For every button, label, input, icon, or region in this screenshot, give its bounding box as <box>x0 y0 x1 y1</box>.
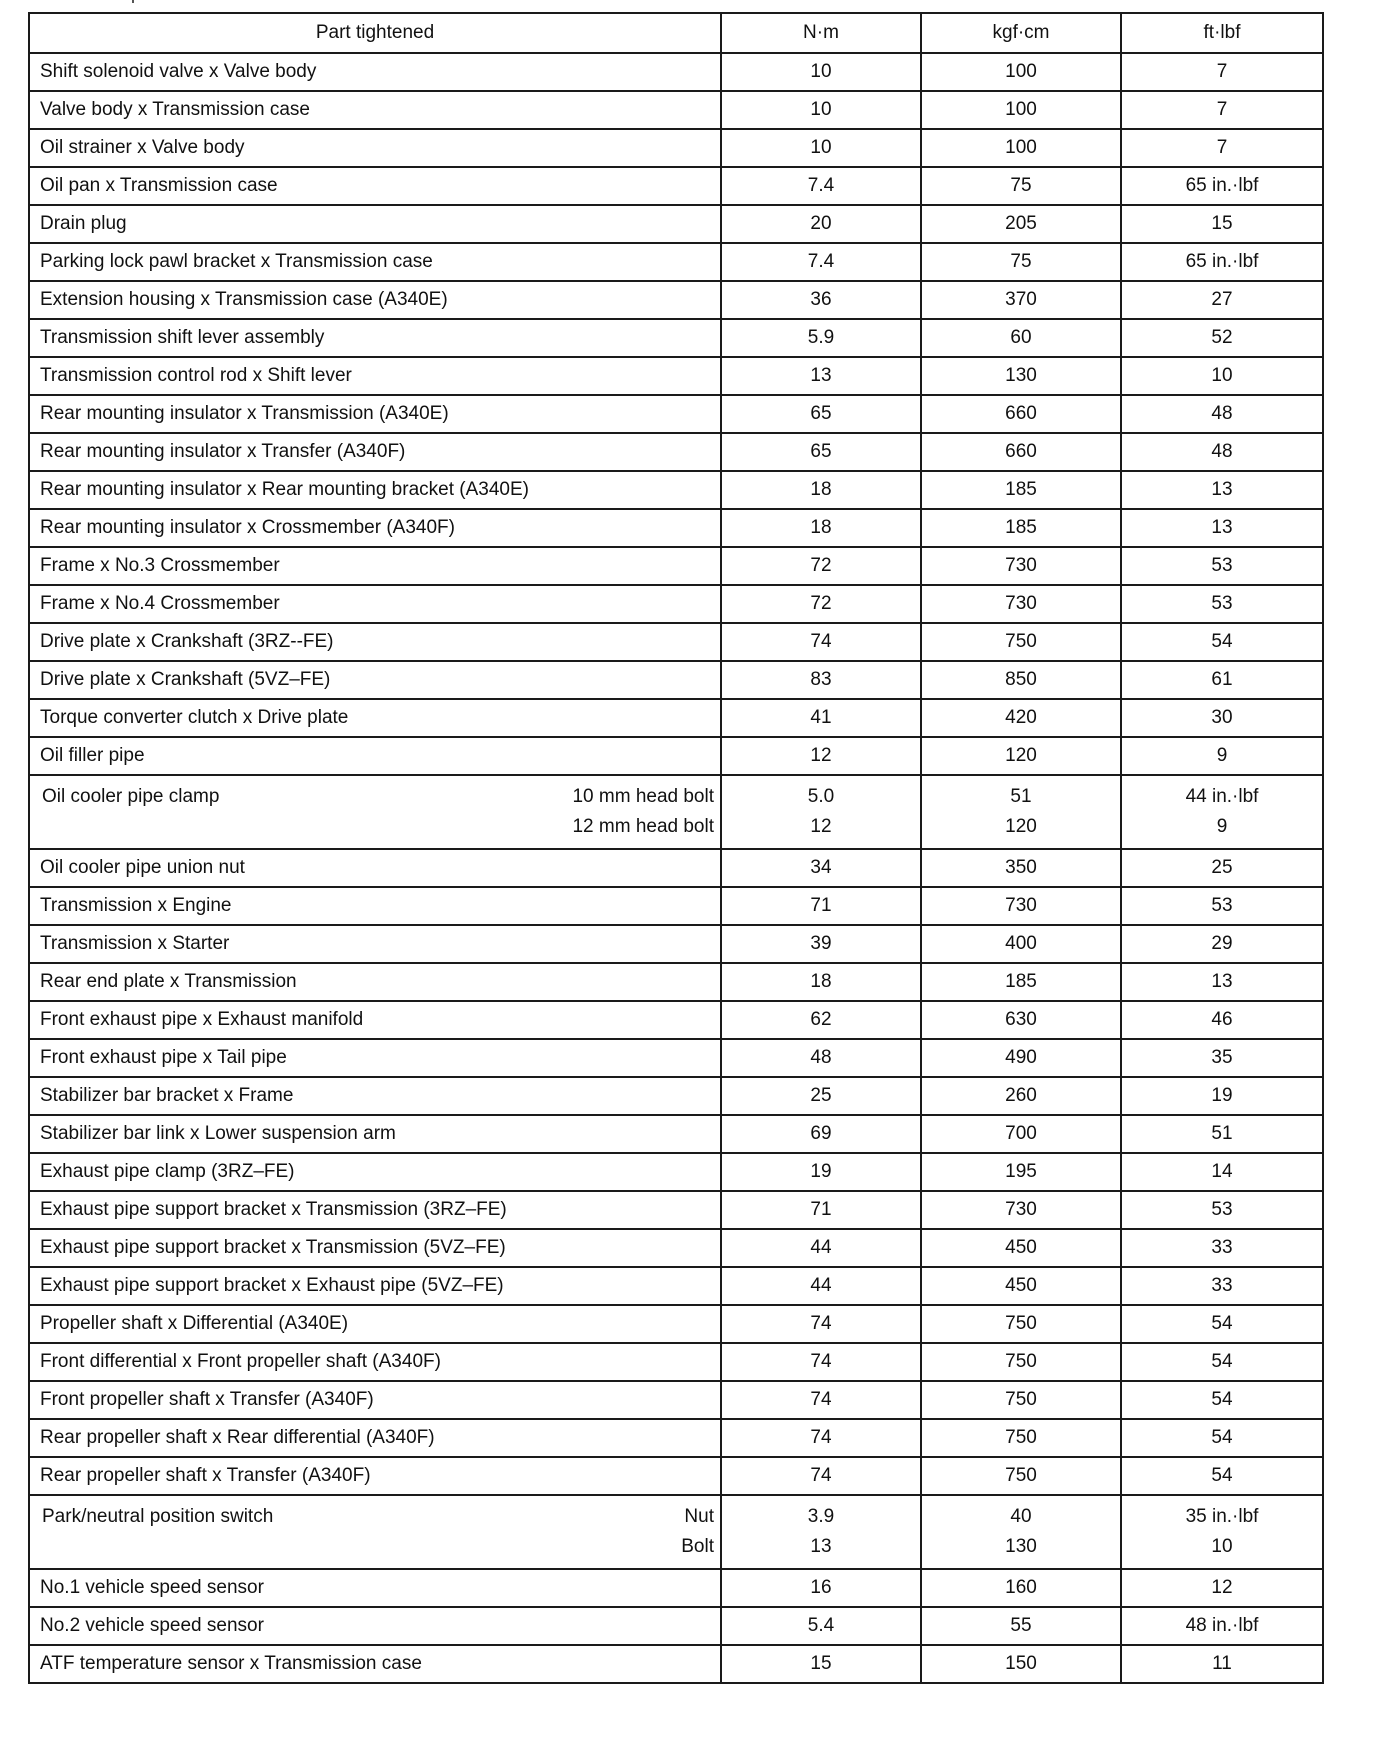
header-kgfcm: kgf·cm <box>921 13 1121 53</box>
kgfcm-cell: 450 <box>921 1267 1121 1305</box>
table-row <box>29 1419 1323 1457</box>
ftlbf-cell: 30 <box>1121 699 1323 737</box>
nm-cell: 7.4 <box>721 167 921 205</box>
kgfcm-cell: 750 <box>921 623 1121 661</box>
kgfcm-cell: 75 <box>921 243 1121 281</box>
kgfcm-cell: 750 <box>921 1457 1121 1495</box>
fastener-sublabel: Bolt <box>681 1536 714 1557</box>
part-cell: Rear mounting insulator x Transmission (A340E) <box>29 395 721 433</box>
table-row <box>29 91 1323 129</box>
nm-cell: 12 <box>721 737 921 775</box>
ftlbf-cell <box>1121 1495 1323 1569</box>
part-cell: Exhaust pipe support bracket x Transmission (3RZ–FE) <box>29 1191 721 1229</box>
ftlbf-cell: 53 <box>1121 585 1323 623</box>
part-cell: Rear propeller shaft x Rear differential (A340F) <box>29 1419 721 1457</box>
ftlbf-cell: 46 <box>1121 1001 1323 1039</box>
nm-value: 12 <box>810 816 832 837</box>
part-cell: Exhaust pipe clamp (3RZ–FE) <box>29 1153 721 1191</box>
ftlbf-cell: 48 <box>1121 433 1323 471</box>
kgfcm-cell: 55 <box>921 1607 1121 1645</box>
kgfcm-cell: 150 <box>921 1645 1121 1683</box>
nm-cell: 65 <box>721 433 921 471</box>
torque-spec-sheet <box>28 12 1322 1684</box>
nm-cell: 48 <box>721 1039 921 1077</box>
header-ftlbf: ft·lbf <box>1121 13 1323 53</box>
part-cell: Exhaust pipe support bracket x Transmission (5VZ–FE) <box>29 1229 721 1267</box>
part-cell: Extension housing x Transmission case (A340E) <box>29 281 721 319</box>
part-cell: Stabilizer bar bracket x Frame <box>29 1077 721 1115</box>
kgfcm-cell: 120 <box>921 737 1121 775</box>
part-cell: Front exhaust pipe x Tail pipe <box>29 1039 721 1077</box>
kgfcm-cell: 750 <box>921 1343 1121 1381</box>
part-cell: Rear mounting insulator x Transfer (A340F) <box>29 433 721 471</box>
kgfcm-cell: 730 <box>921 585 1121 623</box>
table-row <box>29 963 1323 1001</box>
part-cell: Valve body x Transmission case <box>29 91 721 129</box>
nm-cell: 18 <box>721 471 921 509</box>
table-row <box>29 205 1323 243</box>
ftlbf-cell: 48 <box>1121 395 1323 433</box>
ftlbf-cell: 7 <box>1121 91 1323 129</box>
part-cell: No.1 vehicle speed sensor <box>29 1569 721 1607</box>
fastener-sublabel: 10 mm head bolt <box>572 786 714 807</box>
ftlbf-cell: 65 in.·lbf <box>1121 243 1323 281</box>
nm-cell: 16 <box>721 1569 921 1607</box>
ftlbf-value: 9 <box>1216 816 1228 837</box>
part-cell: Transmission x Starter <box>29 925 721 963</box>
table-header-row <box>29 13 1323 53</box>
nm-cell: 74 <box>721 1381 921 1419</box>
ftlbf-cell: 54 <box>1121 1381 1323 1419</box>
ftlbf-cell: 11 <box>1121 1645 1323 1683</box>
table-row <box>29 547 1323 585</box>
nm-cell: 71 <box>721 887 921 925</box>
table-row <box>29 1153 1323 1191</box>
kgfcm-cell: 630 <box>921 1001 1121 1039</box>
table-row <box>29 1191 1323 1229</box>
nm-cell: 74 <box>721 623 921 661</box>
part-cell: Oil filler pipe <box>29 737 721 775</box>
table-row <box>29 661 1323 699</box>
nm-cell: 5.4 <box>721 1607 921 1645</box>
ftlbf-cell: 53 <box>1121 1191 1323 1229</box>
nm-cell: 36 <box>721 281 921 319</box>
table-row <box>29 1115 1323 1153</box>
nm-cell: 72 <box>721 585 921 623</box>
part-label: Park/neutral position switch <box>42 1506 274 1527</box>
part-cell: Drive plate x Crankshaft (5VZ–FE) <box>29 661 721 699</box>
part-cell: Oil pan x Transmission case <box>29 167 721 205</box>
nm-cell: 25 <box>721 1077 921 1115</box>
kgfcm-cell: 730 <box>921 1191 1121 1229</box>
table-row <box>29 53 1323 91</box>
ftlbf-cell: 33 <box>1121 1267 1323 1305</box>
kgfcm-value: 120 <box>1005 816 1037 837</box>
table-row <box>29 887 1323 925</box>
part-cell: Front propeller shaft x Transfer (A340F) <box>29 1381 721 1419</box>
table-row <box>29 319 1323 357</box>
part-cell: Frame x No.3 Crossmember <box>29 547 721 585</box>
nm-cell: 20 <box>721 205 921 243</box>
nm-cell: 74 <box>721 1457 921 1495</box>
part-cell: Rear end plate x Transmission <box>29 963 721 1001</box>
part-cell: Front exhaust pipe x Exhaust manifold <box>29 1001 721 1039</box>
table-row <box>29 1381 1323 1419</box>
table-row <box>29 167 1323 205</box>
kgfcm-cell: 730 <box>921 887 1121 925</box>
table-row <box>29 737 1323 775</box>
nm-cell: 74 <box>721 1305 921 1343</box>
table-row <box>29 1077 1323 1115</box>
nm-value: 3.9 <box>807 1506 835 1527</box>
table-row <box>29 395 1323 433</box>
part-cell: Shift solenoid valve x Valve body <box>29 53 721 91</box>
table-row <box>29 1569 1323 1607</box>
ftlbf-cell: 10 <box>1121 357 1323 395</box>
kgfcm-value: 51 <box>1010 786 1032 807</box>
part-cell: Rear propeller shaft x Transfer (A340F) <box>29 1457 721 1495</box>
table-row <box>29 509 1323 547</box>
ftlbf-cell: 65 in.·lbf <box>1121 167 1323 205</box>
ftlbf-cell: 29 <box>1121 925 1323 963</box>
ftlbf-cell: 54 <box>1121 1419 1323 1457</box>
kgfcm-cell: 260 <box>921 1077 1121 1115</box>
nm-cell: 34 <box>721 849 921 887</box>
table-row <box>29 623 1323 661</box>
part-cell: No.2 vehicle speed sensor <box>29 1607 721 1645</box>
nm-cell: 7.4 <box>721 243 921 281</box>
table-row <box>29 1039 1323 1077</box>
ftlbf-cell: 19 <box>1121 1077 1323 1115</box>
kgfcm-cell: 850 <box>921 661 1121 699</box>
table-row <box>29 433 1323 471</box>
ftlbf-cell: 54 <box>1121 623 1323 661</box>
kgfcm-cell: 100 <box>921 129 1121 167</box>
part-cell: Oil cooler pipe union nut <box>29 849 721 887</box>
nm-cell: 74 <box>721 1419 921 1457</box>
ftlbf-cell: 35 <box>1121 1039 1323 1077</box>
table-row <box>29 1305 1323 1343</box>
part-cell: Front differential x Front propeller shaft (A340F) <box>29 1343 721 1381</box>
ftlbf-cell: 61 <box>1121 661 1323 699</box>
nm-cell: 5.9 <box>721 319 921 357</box>
kgfcm-cell: 450 <box>921 1229 1121 1267</box>
ftlbf-cell: 27 <box>1121 281 1323 319</box>
kgfcm-cell: 660 <box>921 433 1121 471</box>
nm-cell: 39 <box>721 925 921 963</box>
kgfcm-cell: 60 <box>921 319 1121 357</box>
part-label: Oil cooler pipe clamp <box>42 786 220 807</box>
table-row <box>29 1267 1323 1305</box>
kgfcm-value: 40 <box>1010 1506 1032 1527</box>
table-row-split <box>29 1495 1323 1569</box>
part-cell: ATF temperature sensor x Transmission case <box>29 1645 721 1683</box>
nm-cell: 44 <box>721 1267 921 1305</box>
table-row <box>29 1229 1323 1267</box>
ftlbf-cell <box>1121 775 1323 849</box>
header-part-tightened: Part tightened <box>29 13 721 53</box>
ftlbf-cell: 53 <box>1121 887 1323 925</box>
nm-value: 13 <box>810 1536 832 1557</box>
nm-cell: 62 <box>721 1001 921 1039</box>
kgfcm-cell: 420 <box>921 699 1121 737</box>
ftlbf-cell: 54 <box>1121 1305 1323 1343</box>
kgfcm-cell: 160 <box>921 1569 1121 1607</box>
ftlbf-cell: 14 <box>1121 1153 1323 1191</box>
part-cell: Stabilizer bar link x Lower suspension arm <box>29 1115 721 1153</box>
fastener-sublabel: 12 mm head bolt <box>572 816 714 837</box>
ftlbf-value: 35 in.·lbf <box>1185 1506 1259 1527</box>
kgfcm-cell <box>921 775 1121 849</box>
torque-table <box>28 12 1324 1684</box>
nm-cell: 69 <box>721 1115 921 1153</box>
kgfcm-cell: 400 <box>921 925 1121 963</box>
table-row <box>29 357 1323 395</box>
ftlbf-cell: 15 <box>1121 205 1323 243</box>
ftlbf-cell: 25 <box>1121 849 1323 887</box>
nm-value: 5.0 <box>807 786 835 807</box>
table-row <box>29 1457 1323 1495</box>
header-nm: N·m <box>721 13 921 53</box>
nm-cell <box>721 775 921 849</box>
kgfcm-cell: 750 <box>921 1381 1121 1419</box>
table-row <box>29 281 1323 319</box>
part-cell: Transmission control rod x Shift lever <box>29 357 721 395</box>
table-body <box>29 53 1323 1683</box>
kgfcm-cell: 100 <box>921 53 1121 91</box>
ftlbf-cell: 33 <box>1121 1229 1323 1267</box>
ftlbf-cell: 54 <box>1121 1343 1323 1381</box>
ftlbf-cell: 7 <box>1121 53 1323 91</box>
part-cell: Rear mounting insulator x Rear mounting bracket (A340E) <box>29 471 721 509</box>
kgfcm-value: 130 <box>1005 1536 1037 1557</box>
kgfcm-cell: 195 <box>921 1153 1121 1191</box>
part-cell <box>29 1495 721 1569</box>
ftlbf-cell: 53 <box>1121 547 1323 585</box>
nm-cell: 74 <box>721 1343 921 1381</box>
ftlbf-cell: 13 <box>1121 963 1323 1001</box>
table-row <box>29 849 1323 887</box>
nm-cell: 71 <box>721 1191 921 1229</box>
ftlbf-value: 44 in.·lbf <box>1185 786 1259 807</box>
ftlbf-cell: 12 <box>1121 1569 1323 1607</box>
nm-cell: 41 <box>721 699 921 737</box>
table-row <box>29 925 1323 963</box>
ftlbf-cell: 54 <box>1121 1457 1323 1495</box>
nm-cell <box>721 1495 921 1569</box>
kgfcm-cell: 185 <box>921 963 1121 1001</box>
kgfcm-cell <box>921 1495 1121 1569</box>
kgfcm-cell: 100 <box>921 91 1121 129</box>
ftlbf-cell: 13 <box>1121 471 1323 509</box>
nm-cell: 19 <box>721 1153 921 1191</box>
part-cell: Exhaust pipe support bracket x Exhaust pipe (5VZ–FE) <box>29 1267 721 1305</box>
kgfcm-cell: 490 <box>921 1039 1121 1077</box>
kgfcm-cell: 75 <box>921 167 1121 205</box>
part-cell: Drain plug <box>29 205 721 243</box>
nm-cell: 10 <box>721 91 921 129</box>
nm-cell: 18 <box>721 509 921 547</box>
part-cell: Transmission shift lever assembly <box>29 319 721 357</box>
table-row <box>29 1607 1323 1645</box>
part-cell: Rear mounting insulator x Crossmember (A340F) <box>29 509 721 547</box>
table-row <box>29 585 1323 623</box>
kgfcm-cell: 185 <box>921 509 1121 547</box>
kgfcm-cell: 750 <box>921 1305 1121 1343</box>
fastener-sublabel: Nut <box>684 1506 714 1527</box>
nm-cell: 18 <box>721 963 921 1001</box>
part-cell: Drive plate x Crankshaft (3RZ--FE) <box>29 623 721 661</box>
nm-cell: 10 <box>721 129 921 167</box>
kgfcm-cell: 130 <box>921 357 1121 395</box>
table-row <box>29 129 1323 167</box>
part-cell: Torque converter clutch x Drive plate <box>29 699 721 737</box>
kgfcm-cell: 205 <box>921 205 1121 243</box>
kgfcm-cell: 350 <box>921 849 1121 887</box>
kgfcm-cell: 370 <box>921 281 1121 319</box>
table-row <box>29 1645 1323 1683</box>
part-cell: Propeller shaft x Differential (A340E) <box>29 1305 721 1343</box>
kgfcm-cell: 750 <box>921 1419 1121 1457</box>
part-cell: Parking lock pawl bracket x Transmission case <box>29 243 721 281</box>
nm-cell: 83 <box>721 661 921 699</box>
nm-cell: 65 <box>721 395 921 433</box>
ftlbf-value: 10 <box>1211 1536 1233 1557</box>
table-row <box>29 243 1323 281</box>
part-cell: Frame x No.4 Crossmember <box>29 585 721 623</box>
nm-cell: 10 <box>721 53 921 91</box>
ftlbf-cell: 52 <box>1121 319 1323 357</box>
part-cell <box>29 775 721 849</box>
table-row <box>29 471 1323 509</box>
ftlbf-cell: 51 <box>1121 1115 1323 1153</box>
ftlbf-cell: 13 <box>1121 509 1323 547</box>
ftlbf-cell: 7 <box>1121 129 1323 167</box>
nm-cell: 44 <box>721 1229 921 1267</box>
nm-cell: 15 <box>721 1645 921 1683</box>
ftlbf-cell: 9 <box>1121 737 1323 775</box>
kgfcm-cell: 700 <box>921 1115 1121 1153</box>
kgfcm-cell: 730 <box>921 547 1121 585</box>
part-cell: Transmission x Engine <box>29 887 721 925</box>
kgfcm-cell: 660 <box>921 395 1121 433</box>
table-row <box>29 1001 1323 1039</box>
table-row <box>29 699 1323 737</box>
ftlbf-cell: 48 in.·lbf <box>1121 1607 1323 1645</box>
table-row <box>29 1343 1323 1381</box>
kgfcm-cell: 185 <box>921 471 1121 509</box>
nm-cell: 72 <box>721 547 921 585</box>
table-row-split <box>29 775 1323 849</box>
nm-cell: 13 <box>721 357 921 395</box>
scan-speck <box>132 0 134 3</box>
part-cell: Oil strainer x Valve body <box>29 129 721 167</box>
